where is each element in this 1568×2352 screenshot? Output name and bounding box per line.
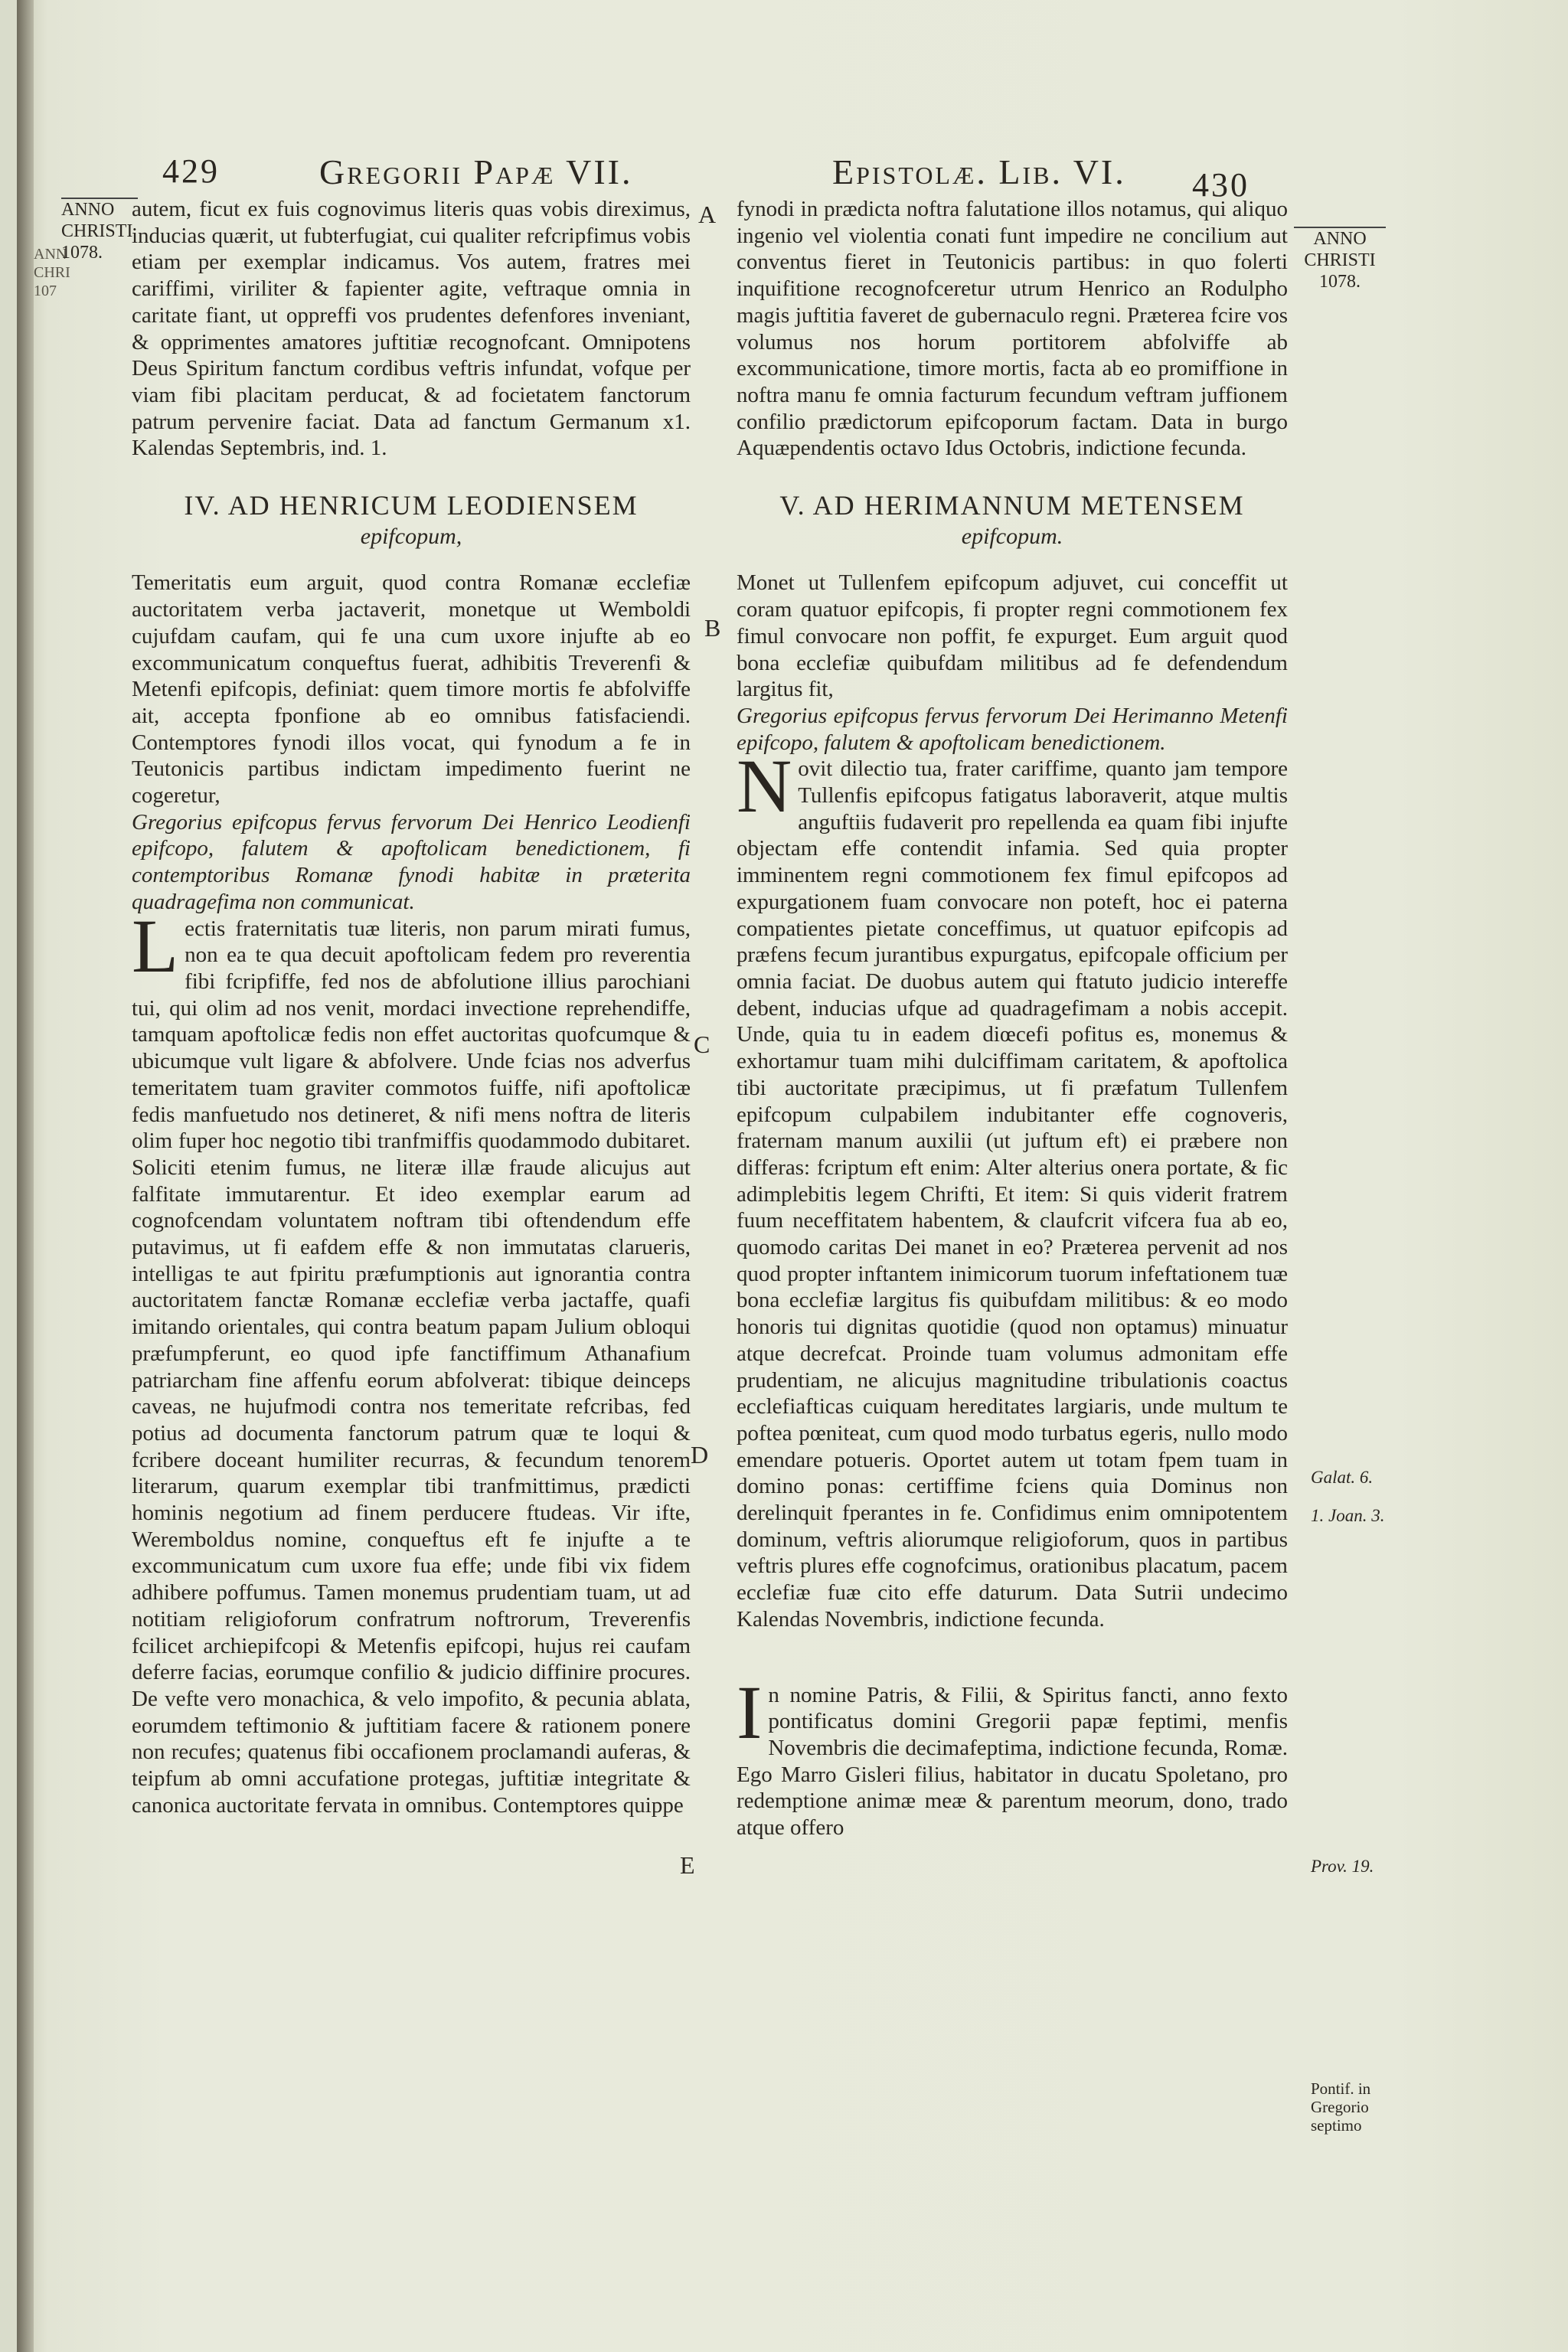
margin-letter-d: D <box>691 1441 709 1468</box>
right-column <box>737 196 1288 1841</box>
ref-galat: Galat. 6. <box>1311 1468 1374 1487</box>
ref-joan: 1. Joan. 3. <box>1311 1506 1385 1525</box>
margin-letter-e: E <box>680 1851 695 1879</box>
letter-salutation-iv: Gregorius epifcopus fervus fervorum Dei Henrico Leodienfi epifcopo, falutem & apoftolicam benedictionem, fi contemptoribus Romanæ fynodi habitæ in præterita quadragefima non communicat. <box>132 809 691 914</box>
right-opening-paragraph: fynodi in prædicta noftra falutatione illos notamus, qui aliquo ingenio vel violentia conati funt impedire ne concilium aut conventus fieret in Teutonicis partibus: in quo folerti inquifitione recognofceretur utrum Henrico an Rodulpho magis juftitia faveret de gubernaculo regni. Præterea fcire vos volumus nos horum portitorem abfolviffe ab excommunicatione, timore mortis, facta ab eo promiffione in noftra manu fe omnia facturum fecundum veftram juffionem confilio prædictorum epifcoporum factam. Data in burgo Aquæpendentis octavo Idus Octobris, indictione fecunda. <box>737 197 1288 461</box>
margin-letter-b: B <box>704 614 721 642</box>
edge-fragment: ANN CHRI 107 <box>34 246 70 299</box>
charter-text: In nomine Patris, & Filii, & Spiritus fancti, anno fexto pontificatus domini Gregorii papæ feptimi, menfis Novembris die decimafeptima, indictione fecunda, Romæ. Ego Marro Gisleri filius, habitator in ducatu Spoletano, pro redemptione animæ meæ & parentum meorum, dono, trado atque offero <box>737 1669 1288 1841</box>
ref-prov: Prov. 19. <box>1311 1857 1374 1876</box>
book-spine <box>17 0 34 2352</box>
letter-body-iv: Lectis fraternitatis tuæ literis, non parum mirati fumus, non ea te qua decuit apoftolicam fedem pro reverentia fibi fcripfiffe, fed nos de abfolutione illius parochiani tui, qui olim ad nos venit, mordaci invectione reprehendiffe, tamquam apoftolicæ fedis non effet auctoritas quofcumque & ubicumque vult ligare & abfolvere. Unde fcias nos adverfus temeritatem tuam graviter commotos fuiffe, nifi apoftolicæ fedis manfuetudo nos detineret, & nifi mens noftra de literis olim fuper hoc negotio tibi tranfmiffis quodammodo dubitaret. Soliciti etenim fumus, ne literæ illæ fraude alicujus aut falfitate immutarentur. Et ideo exemplar earum ad cognofcendam voluntatem noftram tibi oftendendum effe putavimus, ut fi eafdem effe & non immutatas clarueris, intelligas te aut fpiritu præfumptionis aut ignorantia contra auctoritatem fanctæ Romanæ ecclefiæ verba jactaffe, quafi imitando orientales, qui contra beatum papam Julium obloqui præfumpferunt, eo quod ipfe fanctiffimum Athanafium patriarcham fine affenfu eorum abfolverat: tibique deinceps caveas, ne hujufmodi contra nos temeritate refcribas, fed potius ad documenta fanctorum patrum quæ te loqui & fcribere doceant humiliter recurras, & fecundum tenorem literarum, quarum exemplar tibi tranfmittimus, prædicti hominis negotium ad finem perducere ftudeas. Vir ifte, Weremboldus nomine, conqueftus eft fe injufte a te excommunicatum cum uxore fua effe; unde fibi vix fidem adhibere poffumus. Tamen monemus prudentiam tuam, ut ad notitiam religioforum confratrum noftrorum, Treverenfis fcilicet archiepifcopi & Metenfis epifcopi, hujus rei caufam deferre facias, eorumque confilio & judicio diffinire procures. De vefte vero monachica, & velo impofito, & pecunia ablata, eorumdem teftimonio & juftitiam facere & rationem ponere non recufes; quatenus fibi occafionem proclamandi auferas, & teipfum ab omni accufatione protegas, juftitiæ integritate & canonica auctoritate fervata in omnibus. Contemptores quippe <box>132 903 691 1818</box>
page-number-left: 429 <box>162 152 220 190</box>
page-number-right: 430 <box>1192 166 1250 204</box>
letter-heading-iv: IV. AD HENRICUM LEODIENSEM <box>184 490 639 521</box>
letter-subheading-iv: epifcopum, <box>360 523 462 549</box>
margin-letter-a: A <box>698 201 717 228</box>
anno-right: ANNO CHRISTI 1078. <box>1294 227 1386 292</box>
letter-subheading-v: epifcopum. <box>961 523 1063 549</box>
letter-heading-v: V. AD HERIMANNUM METENSEM <box>779 490 1245 521</box>
left-opening-paragraph: autem, ficut ex fuis cognovimus literis quas vobis direximus, inducias quærit, ut fubterfugiat, cui qualiter refcripfimus vobis etiam per exemplar indicamus. Vos autem, fratres mei cariffimi, viriliter & fapienter agite, veftraque omnia in caritate fiant, ut oppreffi vos prudentes defenfores inveniant, & opprimentes amatores juftitiæ recognofcant. Omnipotens Deus Spiritum fanctum cordibus veftris infundat, vofque per viam fibi placitam perducat, & ad focietatem fanctorum patrum pervenire faciat. Data ad fanctum Germanum x1. Kalendas Septembris, ind. 1. <box>132 197 691 461</box>
letter-salutation-v: Gregorius epifcopus fervus fervorum Dei Herimanno Metenfi epifcopo, falutem & apoftolicam benedictionem. <box>737 703 1288 755</box>
running-title-right: Epistolæ. Lib. VI. <box>832 152 1126 191</box>
margin-letter-c: C <box>694 1031 710 1058</box>
letter-body-v: Novit dilectio tua, frater cariffime, quanto jam tempore Tullenfis epifcopus fatigatus laboraverit, atque multis anguftiis fudaverit pro repellenda ea quam fibi injufte objectam effe contendit infamia. Sed quia propter imminentem regni commotionem fex fimul epifcopos ad expurgationem fuam convocare non poteft, hoc ei paterna compatientes pietate conceffimus, ut quatuor epifcopis ad præfens fecum jurantibus expurgatus, epifcopale officium per omnia faciat. De duobus autem qui ftatuto judicio intereffe debent, inducias ufque ad quadragefimam a nobis accepit. Unde, quia tu in eadem diœcefi pofitus es, monemus & exhortamur tuam mihi dulciffimam caritatem, & apoftolica tibi auctoritate præcipimus, ut fi præfatum Tullenfem epifcopum culpabilem indubitanter effe cognoveris, fraternam manum auxilii (ut juftum eft) ei præbere non differas: fcriptum eft enim: Alter alterius onera portate, & fic adimplebitis legem Chrifti, Et item: Si quis viderit fratrem fuum neceffitatem habentem, & claufcrit vifcera fua ab eo, quomodo caritas Dei manet in eo? Præterea pervenit ad nos quod propter inftantem inimicorum tuorum infeftationem tuæ bona ecclefiæ largitus fis quibufdam militibus: & eo modo honoris tui dignitas quotidie (quod non optamus) minuatur atque decrefcat. Proinde tuam volumus admonitam effe prudentiam, ne alicujus magnitudine tribulationis coactus ecclefiafticas cuiquam hereditates largiaris, unde multum te poftea pœniteat, cum quod modo turbatus egeris, nullo modo emendare potueris. Oportet autem ut totam fpem tuam in domino ponas: certiffime fciens quia Dominus non derelinquit fperantes in fe. Confidimus enim omnipotentem dominum, veftris aliorumque religioforum, quos in partibus veftris plures effe cognofcimus, orationibus placatum, pacem ecclefiæ fuæ cito effe daturum. Data Sutrii undecimo Kalendas Novembris, indictione fecunda. <box>737 743 1288 1632</box>
letter-summary-v: Monet ut Tullenfem epifcopum adjuvet, cui conceffit ut coram quatuor epifcopis, fi propter regni commotionem fex fimul convocare non poffit, fe expurget. Eum arguit quod bona ecclefiæ quibufdam militibus ad fe defendendum largitus fit, <box>737 570 1288 702</box>
page <box>17 0 1568 2352</box>
anno-left: ANNO CHRISTI 1078. <box>61 198 138 263</box>
running-title-left: Gregorii Papæ VII. <box>319 152 633 191</box>
ref-pontif: Pontif. in Gregorio septimo <box>1311 2079 1371 2135</box>
letter-summary-iv: Temeritatis eum arguit, quod contra Romanæ ecclefiæ auctoritatem verba jactaverit, monetque ut Wemboldi cujufdam caufam, qui fe una cum uxore injufte ab eo excommunicatum conqueftus fuerat, adhibitis Treverenfi & Metenfi epifcopis, definiat: quem timore mortis fe abfolviffe ait, accepta fponfione ab eo omnibus fatisfaciendi. Contemptores fynodi illos vocat, qui fynodum a fe in Teutonicis partibus indictam impedimento fuerint ne cogeretur, <box>132 570 691 808</box>
left-column <box>132 196 691 1818</box>
